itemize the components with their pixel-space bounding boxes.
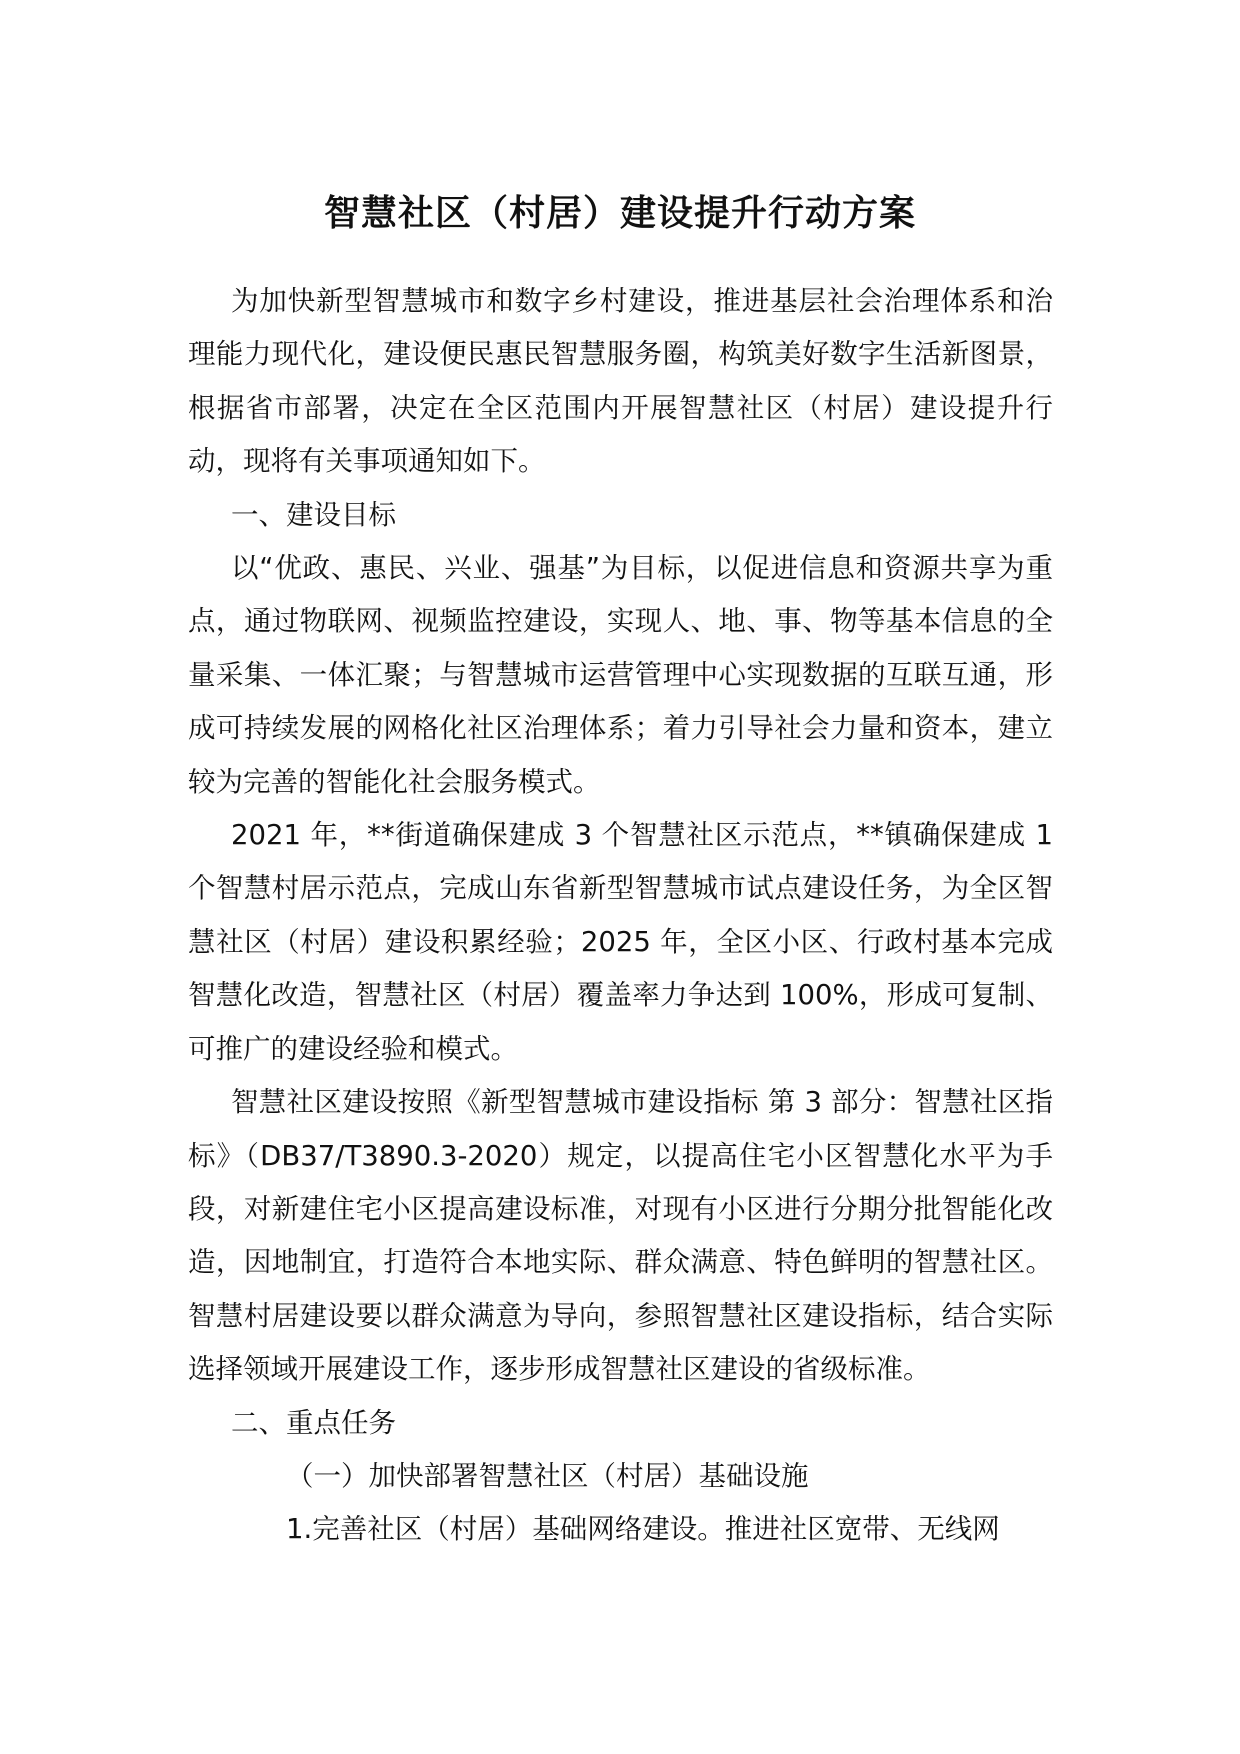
document-title: 智慧社区（村居）建设提升行动方案 (323, 193, 916, 234)
standards-paragraph: 智慧社区建设按照《新型智慧城市建设指标 第 3 部分：智慧社区指标》（DB37/T3890.3-2020）规定，以提高住宅小区智慧化水平为手段，对新建住宅小区提高建设标准，对现有小区进行分期分批智能化改造，因地制宜，打造符合本地实际、群众满意、特色鲜明的智慧社区。智慧村居建设要以群众满意为导向，参照智慧社区建设指标，结合实际选择领域开展建设工作，逐步形成智慧社区建设的省级标准。 (188, 1086, 1053, 1386)
subsection-heading-infrastructure: （一）加快部署智慧社区（村居）基础设施 (286, 1459, 809, 1492)
targets-paragraph: 2021 年，**街道确保建成 3 个智慧社区示范点，**镇确保建成 1 个智慧村居示范点，完成山东省新型智慧城市试点建设任务，为全区智慧社区（村居）建设积累经验；2025 年，全区小区、行政村基本完成智慧化改造，智慧社区（村居）覆盖率力争达到 100%，形成可复制、可推广的建设经验和模式。 (188, 819, 1053, 1065)
section-heading-goals: 一、建设目标 (231, 498, 396, 531)
goals-paragraph: 以“优政、惠民、兴业、强基”为目标，以促进信息和资源共享为重点，通过物联网、视频监控建设，实现人、地、事、物等基本信息的全量采集、一体汇聚；与智慧城市运营管理中心实现数据的互联互通，形成可持续发展的网格化社区治理体系；着力引导社会力量和资本，建立较为完善的智能化社会服务模式。 (188, 552, 1053, 798)
document-body (188, 275, 1053, 1557)
intro-paragraph: 为加快新型智慧城市和数字乡村建设，推进基层社会治理体系和治理能力现代化，建设便民惠民智慧服务圈，构筑美好数字生活新图景，根据省市部署，决定在全区范围内开展智慧社区（村居）建设提升行动，现将有关事项通知如下。 (188, 285, 1053, 478)
task-item-network: 1.完善社区（村居）基础网络建设。推进社区宽带、无线网 (286, 1513, 1000, 1546)
section-heading-tasks: 二、重点任务 (231, 1406, 396, 1439)
